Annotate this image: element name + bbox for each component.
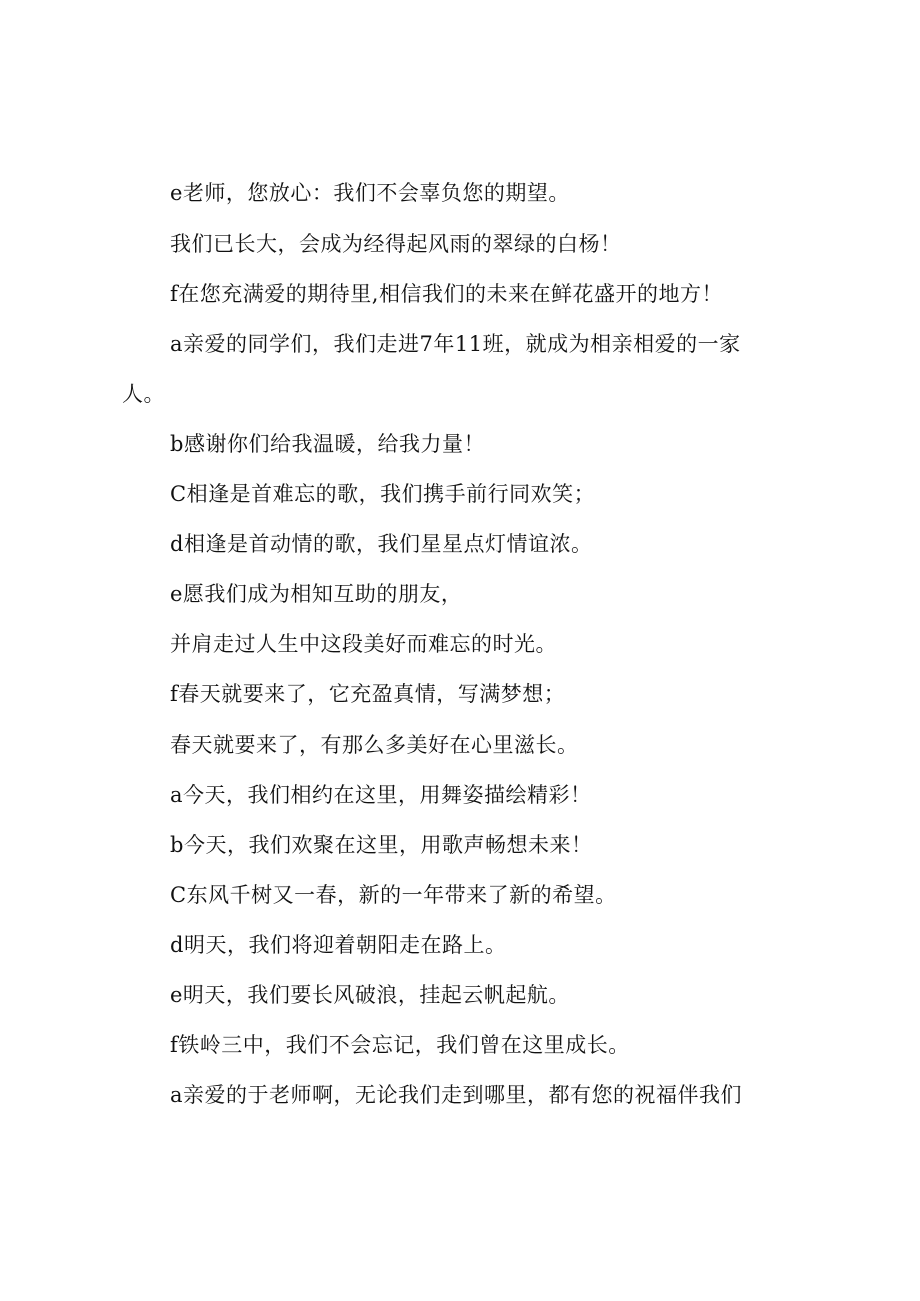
text-line: 人。	[122, 382, 165, 406]
text-line: C相逢是首难忘的歌，我们携手前行同欢笑；	[170, 482, 596, 506]
text-line: 并肩走过人生中这段美好而难忘的时光。	[170, 632, 557, 656]
text-line: e明天，我们要长风破浪，挂起云帆起航。	[170, 983, 570, 1007]
text-line: b今天，我们欢聚在这里，用歌声畅想未来！	[170, 833, 593, 857]
text-line: 我们已长大，会成为经得起风雨的翠绿的白杨！	[170, 232, 622, 256]
text-line: b感谢你们给我温暖，给我力量！	[170, 432, 485, 456]
text-line: a亲爱的同学们，我们走进7年11班，就成为相亲相爱的一家	[170, 332, 741, 356]
text-line: d明天，我们将迎着朝阳走在路上。	[170, 933, 507, 957]
text-line: f春天就要来了，它充盈真情，写满梦想；	[170, 682, 566, 706]
text-line: a亲爱的于老师啊，无论我们走到哪里，都有您的祝福伴我们	[170, 1083, 743, 1107]
text-line: a今天，我们相约在这里，用舞姿描绘精彩！	[170, 783, 592, 807]
text-line: C东风千树又一春，新的一年带来了新的希望。	[170, 883, 617, 907]
text-line: f铁岭三中，我们不会忘记，我们曾在这里成长。	[170, 1033, 630, 1057]
text-line: 春天就要来了，有那么多美好在心里滋长。	[170, 733, 579, 757]
text-line: f在您充满爱的期待里,相信我们的未来在鲜花盛开的地方！	[170, 282, 723, 306]
text-line: d相逢是首动情的歌，我们星星点灯情谊浓。	[170, 532, 593, 556]
text-line: e愿我们成为相知互助的朋友，	[170, 582, 463, 606]
text-line: e老师，您放心：我们不会辜负您的期望。	[170, 181, 570, 205]
